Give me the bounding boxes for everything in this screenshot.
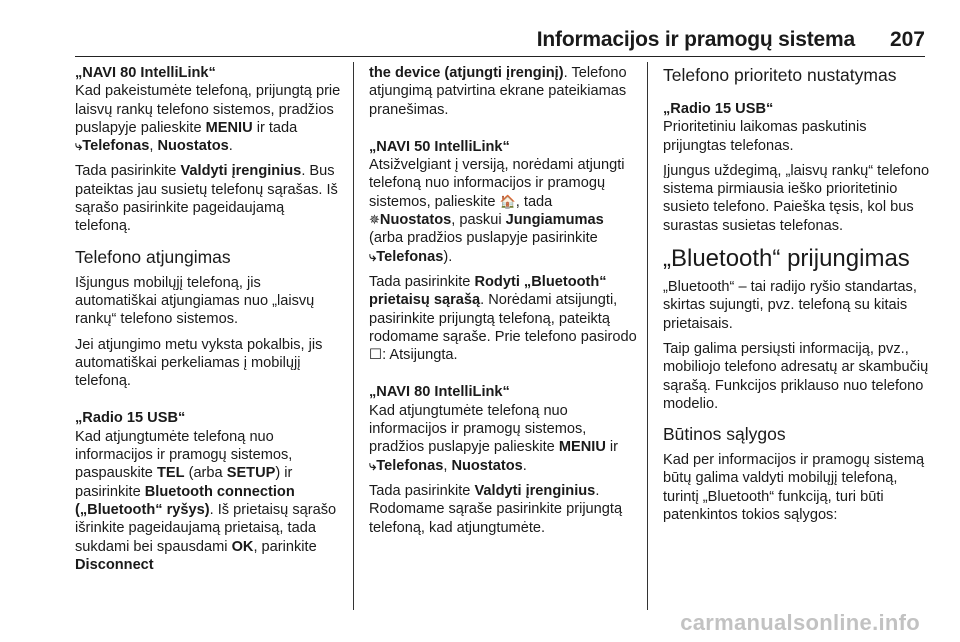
paragraph: Tada pasirinkite Rodyti „Bluetooth“ prietaisų sąrašą. Norėdami atsijungti, pasirinkite prijungtą telefoną, pateiktą rodomame sąraše. Prie telefono pasirodo ☐: Atsijungta. [369,273,637,364]
paragraph: Įjungus uždegimą, „laisvų rankų“ telefono sistema pirmiausia ieško prioritetinio susieto telefono. Paieška tęsis, kol bus surastas susietas telefonas. [663,162,930,234]
subheading-radio15: „Radio 15 USB“ [75,410,186,427]
paragraph: Tada pasirinkite Valdyti įrenginius. Rodomame sąraše pasirinkite prijungtą telefoną, kad atjungtumėte. [369,482,623,536]
paragraph: Atsižvelgiant į versiją, norėdami atjungti telefoną nuo informacijos ir pramogų sistemos, palieskite 🏠, tada ✵Nuostatos, paskui Jungiamumas (arba pradžios puslapyje pasirinkite ⤷Telefonas). [369,157,625,265]
page-number: 207 [889,28,925,51]
paragraph: Išjungus mobilųjį telefoną, jis automatiškai atjungiamas nuo „laisvų rankų“ telefono sistemos. [75,274,315,328]
box-icon: ☐ [369,347,383,364]
paragraph: Taip galima persiųsti informaciją, pvz., mobiliojo telefono adresatų ar skambučių sąrašą. Funkcijos priklauso nuo telefono modelio. [663,340,929,412]
paragraph: Kad per informacijos ir pramogų sistemą būtų galima valdyti mobilųjį telefoną, turintį „Bluetooth“ funkciją, turi būti patenkintos tokios sąlygos: [663,452,925,524]
subheading-radio15: „Radio 15 USB“ [663,101,774,117]
paragraph: Kad atjungtumėte telefoną nuo informacijos ir pramogų sistemos, paspauskite TEL (arba SETUP) ir pasirinkite Bluetooth connection („Bluetooth“ ryšys). Iš prietaisų sąrašo išrinkite pageidaujamą prietaisą, tada sukdami bei spausdami OK, parinkite Disconnect [75,428,337,573]
heading-butinos-salygos: Būtinos sąlygos [663,424,786,445]
page-header [75,28,925,57]
paragraph: Tada pasirinkite Valdyti įrenginius. Bus pateiktas jau susietų telefonų sąrašas. Iš sąrašo pasirinkite pageidaujamą telefoną. [75,163,338,235]
watermark: carmanualsonline.info [680,610,920,635]
phone-icon: ⤷ [75,138,83,154]
column-divider [353,62,354,610]
column-3 [663,64,931,531]
paragraph: Kad atjungtumėte telefoną nuo informacijos ir pramogų sistemos, pradžios puslapyje palieskite MENIU ir ⤷Telefonas, Nuostatos. [369,402,619,474]
subheading-navi50: „NAVI 50 IntelliLink“ [369,138,510,155]
column-1 [75,64,343,581]
home-icon: 🏠 [499,193,516,209]
paragraph: Prioritetiniu laikomas paskutinis prijungtas telefonas. [663,119,867,154]
paragraph: Jei atjungimo metu vyksta pokalbis, jis automatiškai perkeliamas į mobilųjį telefoną. [75,336,323,390]
paragraph: „Bluetooth“ – tai radijo ryšio standartas, skirtas sujungti, pvz. telefoną su kitais prietaisais. [663,279,917,332]
column-2 [369,64,637,544]
heading-bluetooth-prijungimas: „Bluetooth“ prijungimas [663,245,910,273]
subheading-navi80: „NAVI 80 IntelliLink“ [75,65,216,81]
page-title: Informacijos ir pramogų sistema [536,28,855,51]
column-divider [647,62,648,610]
paragraph: the device (atjungti įrenginį). Telefono atjungimą patvirtina ekrane pateikiamas pranešimas. [369,65,627,118]
paragraph: Kad pakeistumėte telefoną, prijungtą prie laisvų rankų telefono sistemos, pradžios puslapyje palieskite MENIU ir tada ⤷Telefonas, Nuostatos. [75,83,341,155]
phone-icon: ⤷ [369,457,377,473]
heading-prioritetas: Telefono prioriteto nustatymas [663,65,897,85]
gear-icon: ✵ [369,212,380,228]
heading-telefono-atjungimas: Telefono atjungimas [75,246,231,267]
phone-icon: ⤷ [369,248,377,264]
subheading-navi80: „NAVI 80 IntelliLink“ [369,384,510,401]
